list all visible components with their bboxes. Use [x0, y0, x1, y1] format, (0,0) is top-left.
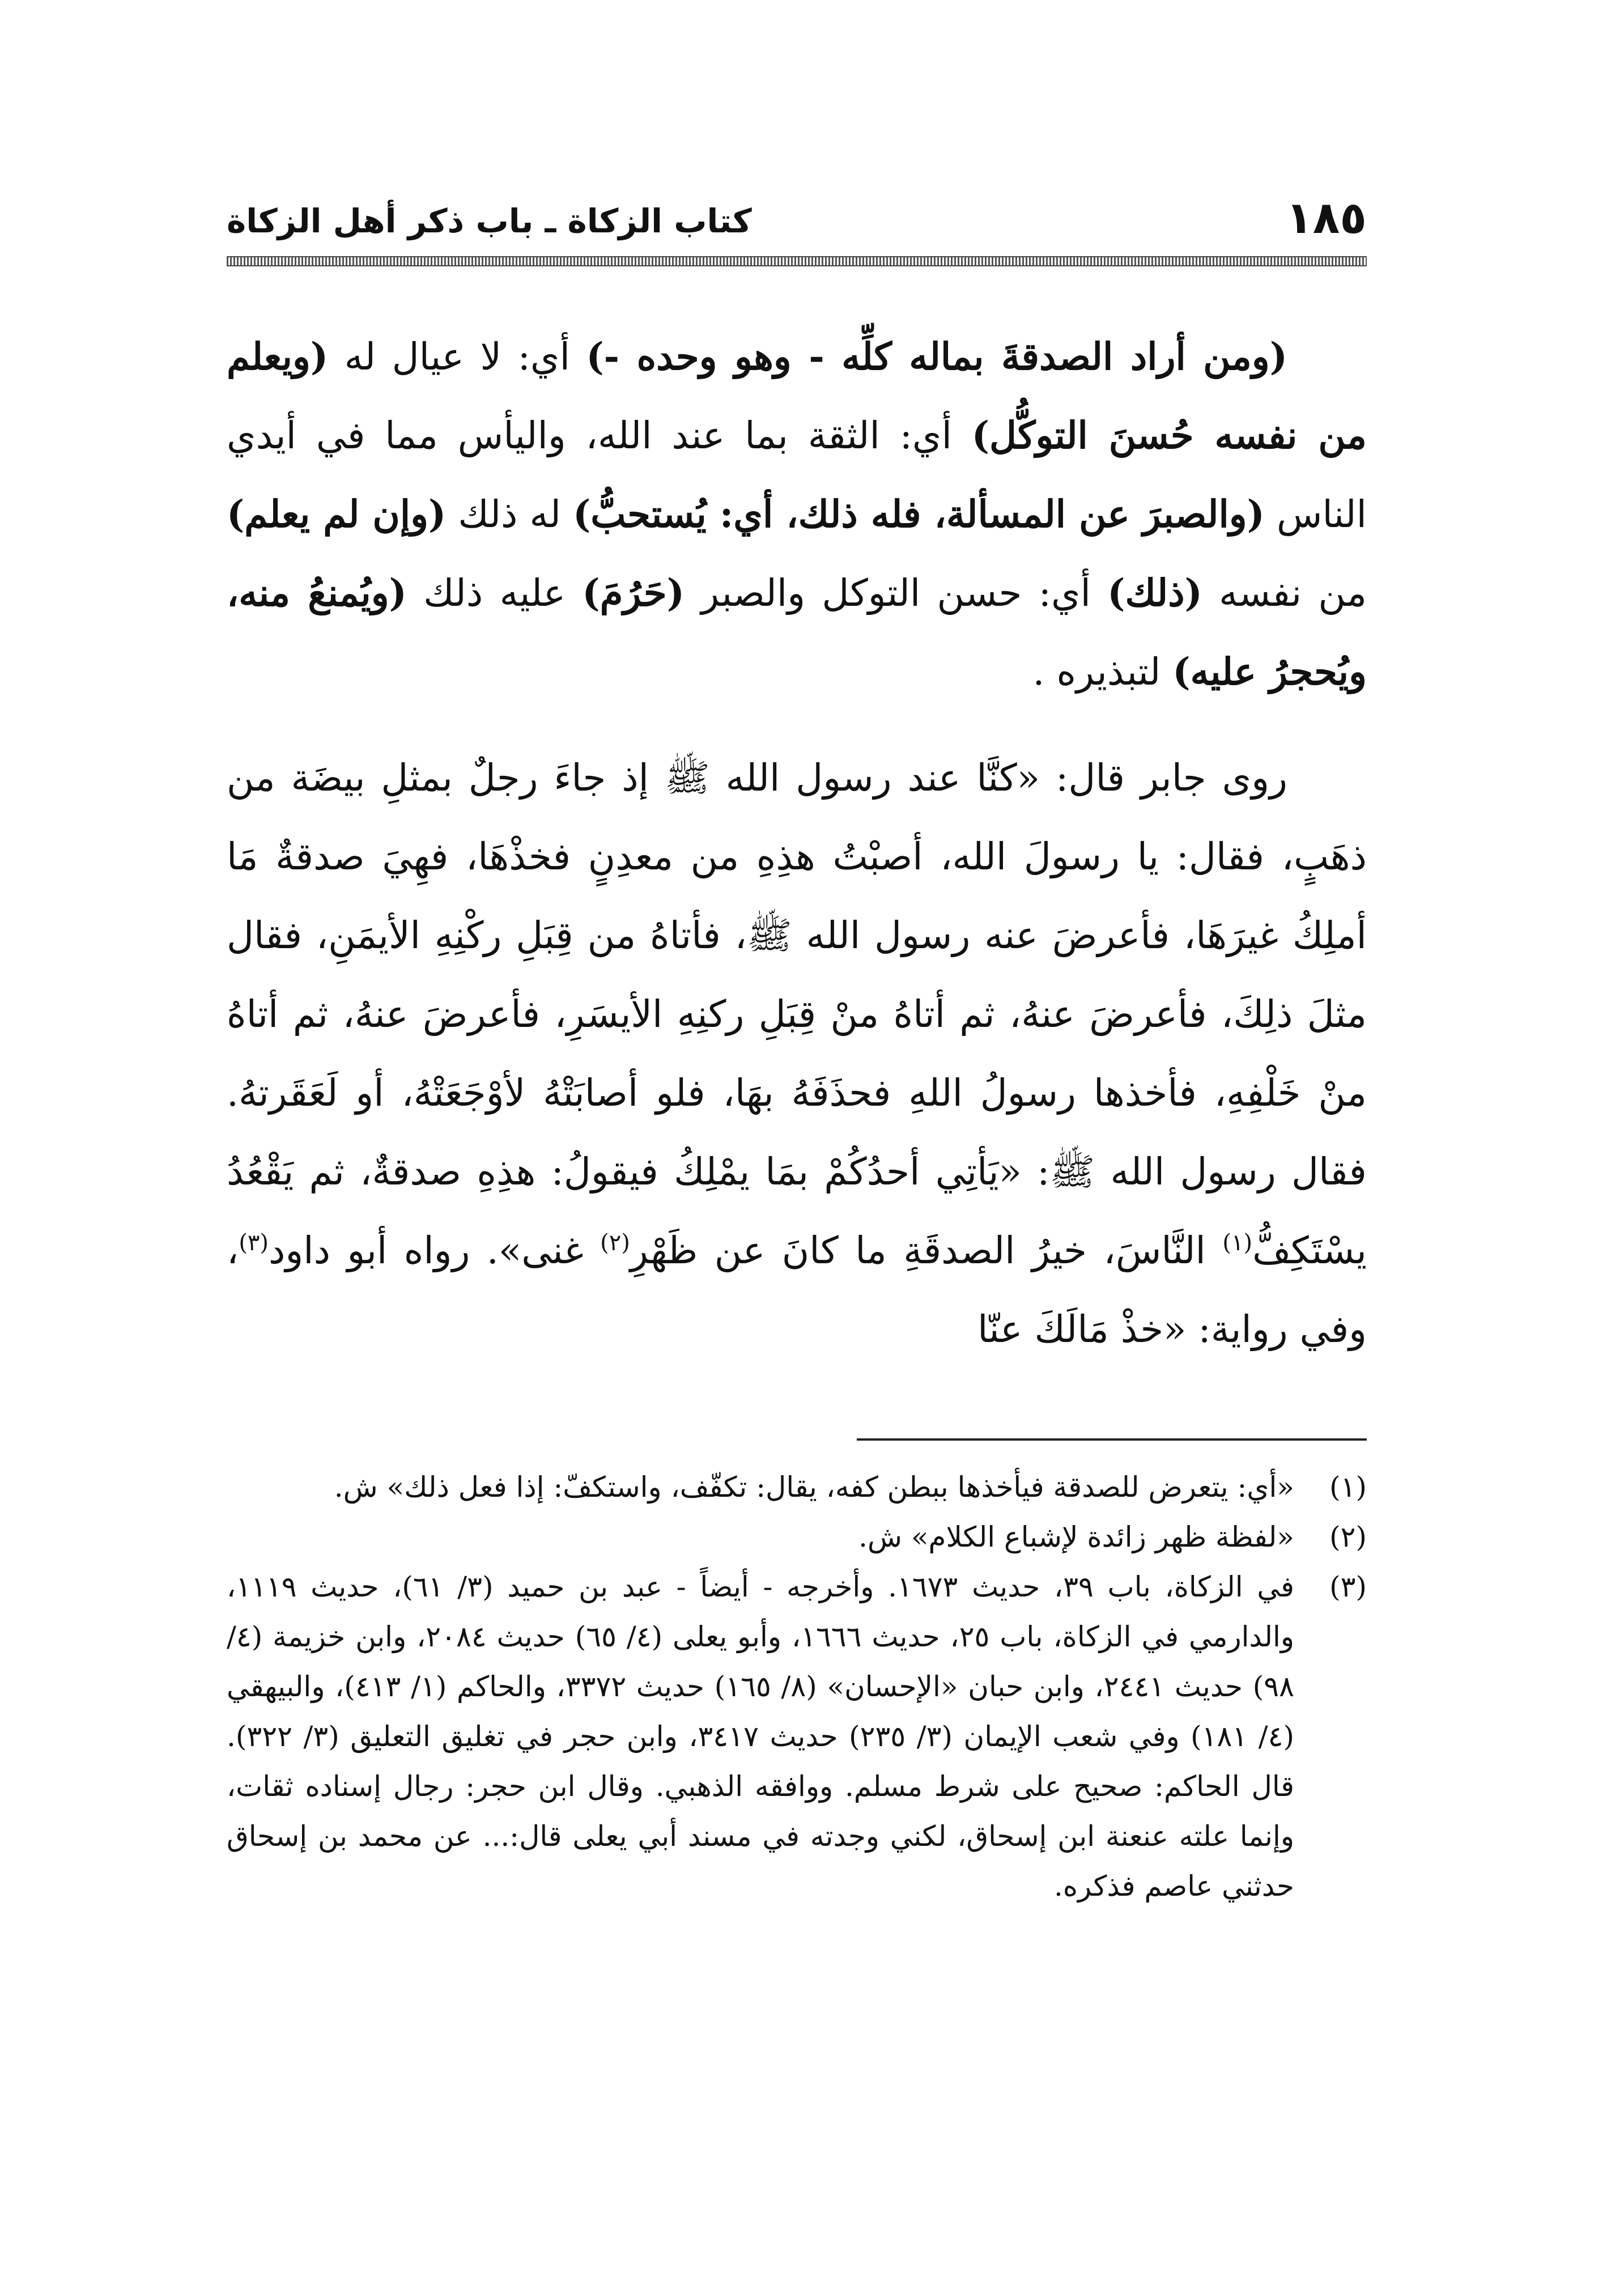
sharh-segment: له ذلك [446, 492, 573, 536]
matn-segment: (وإن لم يعلم) [227, 492, 447, 536]
sharh-segment: أي: حسن التوكل والصبر [684, 571, 1108, 615]
hadith-text: غنى». رواه أبو داود [269, 1229, 601, 1272]
footnote-number: (٣) [1329, 1570, 1367, 1603]
matn-segment: (ومن أراد الصدقةَ بماله كلِّه - وهو وحده -) [586, 334, 1287, 379]
page-header [227, 187, 1367, 249]
footnote-text: «أي: يتعرض للصدقة فيأخذها ببطن كفه، يقال: تكفّف، واستكفّ: إذا فعل ذلك» ش. [334, 1471, 1294, 1504]
hadith-text: النَّاسَ، خيرُ الصدقَةِ ما كانَ عن ظَهْرِ [630, 1229, 1223, 1272]
hadith-paragraph [227, 738, 1367, 1369]
sharh-segment: من نفسه [1202, 571, 1367, 615]
matn-segment: (ذلك) [1107, 571, 1202, 615]
main-text [227, 317, 1367, 1369]
sharh-segment: أي: لا عيال له [328, 335, 586, 379]
matn-segment: (حَرُمَ) [582, 571, 685, 615]
matn-segment: (ويعلم من نفسه حُسنَ التوكُّل) [227, 334, 1367, 457]
sharh-segment: أي: الثقة بما عند الله، واليأس مما في أيدي الناس [227, 414, 1367, 536]
running-title: كتاب الزكاة ـ باب ذكر أهل الزكاة [227, 202, 752, 240]
footnote-separator [857, 1438, 1367, 1441]
footnote-marker[interactable]: (٢) [600, 1230, 630, 1256]
commentary-paragraph [227, 317, 1367, 711]
matn-segment: (ويُمنعُ منه، ويُحجرُ عليه) [227, 571, 1367, 694]
footnote [227, 1512, 1367, 1562]
footnote-number: (١) [1329, 1471, 1367, 1504]
footnotes [227, 1462, 1367, 1911]
matn-segment: (والصبرَ عن المسألة، فله ذلك، أي: يُستحبُّ) [573, 492, 1265, 536]
footnote-marker[interactable]: (٣) [239, 1230, 269, 1256]
footnote-text: في الزكاة، باب ٣٩، حديث ١٦٧٣. وأخرجه - أيضاً - عبد بن حميد (٣/ ٦١)، حديث ١١١٩، والدارمي في الزكاة، باب ٢٥، حديث ١٦٦٦، وأبو يعلى (٤/ ٦٥) حديث ٢٠٨٤، وابن خزيمة (٤/ ٩٨) حديث ٢٤٤١، وابن حبان «الإحسان» (٨/ ١٦٥) حديث ٣٣٧٢، والحاكم (١/ ٤١٣)، والبيهقي (٤/ ١٨١) وفي شعب الإيمان (٣/ ٢٣٥) حديث ٣٤١٧، وابن حجر في تغليق التعليق (٣/ ٣٢٢). قال الحاكم: صحيح على شرط مسلم. ووافقه الذهبي. وقال ابن حجر: رجال إسناده ثقات، وإنما علته عنعنة ابن إسحاق، لكني وجدته في مسند أبي يعلى قال:... عن محمد بن إسحاق حدثني عاصم فذكره. [227, 1570, 1295, 1903]
page-number: ١٨٥ [1286, 193, 1367, 244]
sharh-segment: عليه ذلك [406, 571, 583, 615]
footnote [227, 1562, 1367, 1911]
hadith-text: ، وفي رواية: «خذْ مَالَكَ عنّا [227, 1229, 1367, 1351]
hadith-text: روى جابر قال: «كنَّا عند رسول الله ﷺ إذ جاءَ رجلٌ بمثلِ بيضَة من ذهَبٍ، فقال: يا رسولَ الله، أصبْتُ هذِهِ من معدِنٍ فخذْهَا، فهِيَ صدقةٌ مَا أملِكُ غيرَهَا، فأعرضَ عنه رسول الله ﷺ، فأتاهُ من قِبَلِ ركْنِهِ الأيمَنِ، فقال مثلَ ذلِكَ، فأعرضَ عنهُ، ثم أتاهُ منْ قِبَلِ ركنِهِ الأيسَرِ، فأعرضَ عنهُ، ثم أتاهُ منْ خَلْفِهِ، فأخذها رسولُ اللهِ فحذَفَهُ بهَا، فلو أصابَتْهُ لأوْجَعَتْهُ، أو لَعَقَرتهُ. فقال رسول الله ﷺ: «يَأتِي أحدُكُمْ بمَا يمْلِكُ فيقولُ: هذِهِ صدقةٌ، ثم يَقْعُدُ يسْتَكِفُّ [227, 756, 1367, 1272]
sharh-segment: لتبذيره . [1032, 650, 1173, 694]
footnote-marker[interactable]: (١) [1222, 1230, 1253, 1256]
header-divider [227, 256, 1367, 266]
footnote-text: «لفظة ظهر زائدة لإشباع الكلام» ش. [858, 1521, 1294, 1553]
footnote-number: (٢) [1329, 1521, 1367, 1553]
footnote [227, 1462, 1367, 1512]
